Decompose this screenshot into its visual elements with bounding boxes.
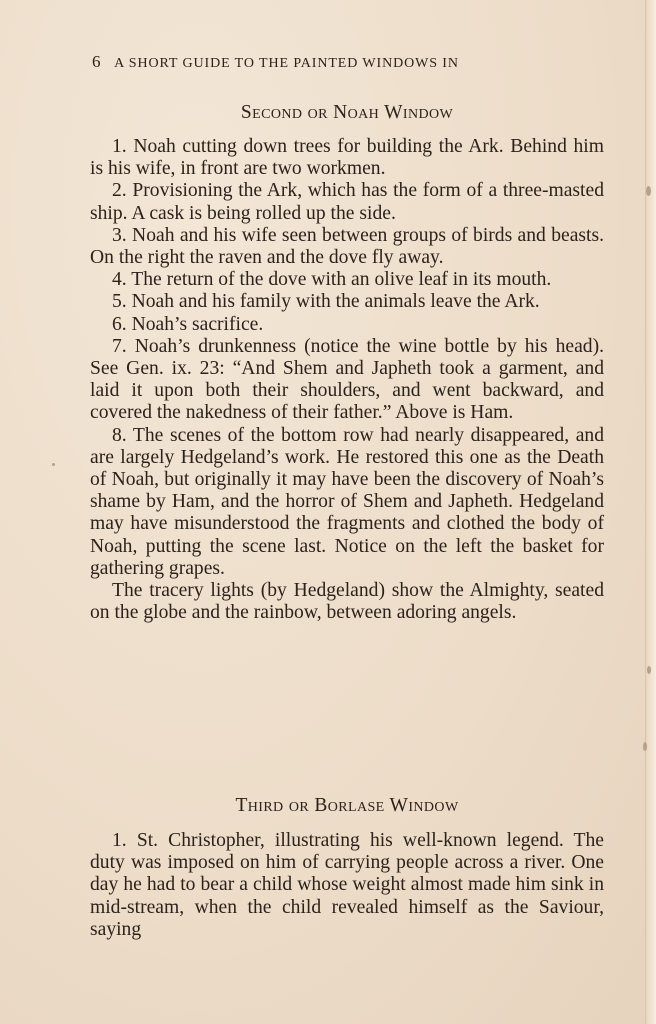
paragraph: 7. Noah’s drunkenness (notice the wine bottle by his head). See Gen. ix. 23: “And Shem and Japheth took a garment, and laid it upon both their shoulders, and went backward, and covered the nakedness of their father.” Above is Ham. xyxy=(90,335,604,424)
paper-blemish xyxy=(643,742,647,751)
paragraph: 4. The return of the dove with an olive leaf in its mouth. xyxy=(112,269,552,291)
paragraph: 2. Provisioning the Ark, which has the form of a three-masted ship. A cask is being rolled up the side. xyxy=(90,180,604,224)
running-head xyxy=(92,52,582,72)
paragraph: 1. Noah cutting down trees for building the Ark. Behind him is his wife, in front are two workmen. xyxy=(90,136,604,180)
paragraph: 8. The scenes of the bottom row had nearly disappeared, and are largely Hedgeland’s work. He restored this one as the Death of Noah, but originally it may have been the discovery of Noah’s shame by Ham, and the horror of Shem and Japheth. Hedgeland may have misunderstood the fragments and clothed the body of Noah, putting the scene last. Notice on the left the basket for gathering grapes. xyxy=(90,424,604,579)
paper-blemish xyxy=(647,666,651,674)
paragraph: 5. Noah and his family with the animals leave the Ark. xyxy=(112,291,540,313)
paper-blemish xyxy=(52,463,55,466)
section-heading-noah-window: Second or Noah Window xyxy=(240,102,454,123)
paragraph: The tracery lights (by Hedgeland) show the Almighty, seated on the globe and the rainbow, between adoring angels. xyxy=(90,580,604,624)
paragraph: 6. Noah’s sacrifice. xyxy=(112,313,264,335)
page-edge xyxy=(645,0,656,1024)
page-number: 6 xyxy=(92,52,101,71)
section-text-noah-window xyxy=(90,136,604,624)
section-text-borlase-window xyxy=(90,830,604,941)
paragraph: 3. Noah and his wife seen between groups of birds and beasts. On the right the raven and the dove fly away. xyxy=(90,224,604,269)
paragraph: 1. St. Christopher, illustrating his well-known legend. The duty was imposed on him of carrying people across a river. One day he had to bear a child whose weight almost made him sink in mid-stream, when the child revealed himself as the Saviour, saying xyxy=(90,830,604,940)
section-heading-borlase-window: Third or Borlase Window xyxy=(235,795,459,816)
running-head-title: A SHORT GUIDE TO THE PAINTED WINDOWS IN xyxy=(114,56,459,71)
paper-blemish xyxy=(646,186,651,196)
